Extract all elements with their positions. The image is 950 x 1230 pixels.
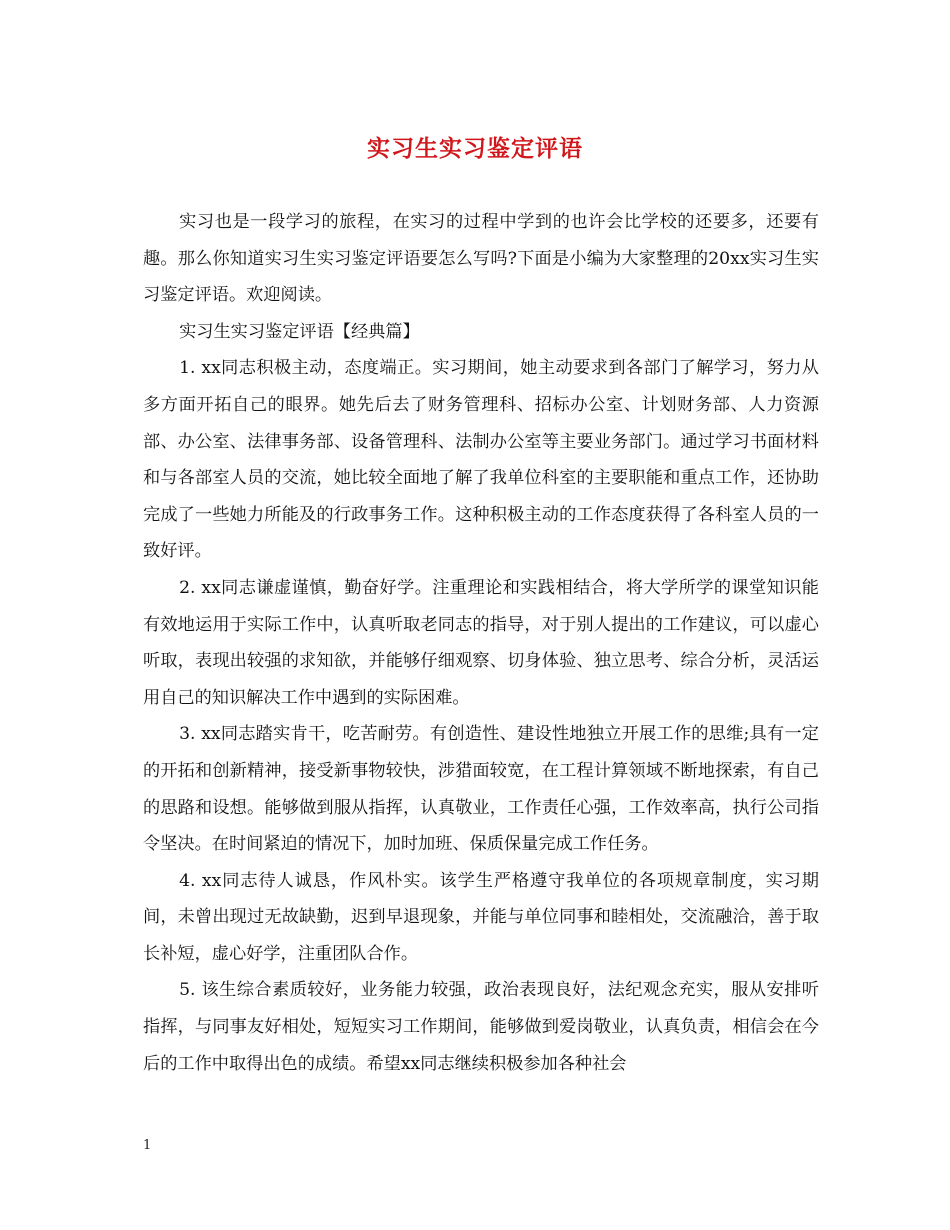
document-title: 实习生实习鉴定评语 bbox=[367, 135, 583, 162]
comment-paragraph-4: 4. xx同志待人诚恳，作风朴实。该学生严格遵守我单位的各项规章制度，实习期间，未曾出现过无故缺勤，迟到早退现象，并能与单位同事和睦相处，交流融洽，善于取长补短，虚心好学，注重团队合作。 bbox=[143, 870, 819, 964]
comment-paragraph-5: 5. 该生综合素质较好，业务能力较强，政治表现良好，法纪观念充实，服从安排听指挥，与同事友好相处，短短实习工作期间，能够做到爱岗敬业，认真负责，相信会在今后的工作中取得出色的成绩。希望xx同志继续积极参加各种社会 bbox=[143, 980, 819, 1074]
comment-paragraph-2: 2. xx同志谦虚谨慎，勤奋好学。注重理论和实践相结合，将大学所学的课堂知识能有效地运用于实际工作中，认真听取老同志的指导，对于别人提出的工作建议，可以虚心听取，表现出较强的求知欲，并能够仔细观察、切身体验、独立思考、综合分析，灵活运用自己的知识解决工作中遇到的实际困难。 bbox=[143, 577, 819, 708]
page-number: 1 bbox=[143, 1138, 152, 1153]
comment-paragraph-3: 3. xx同志踏实肯干，吃苦耐劳。有创造性、建设性地独立开展工作的思维;具有一定的开拓和创新精神，接受新事物较快，涉猎面较宽，在工程计算领域不断地探索，有自己的思路和设想。能够做到服从指挥，认真敬业，工作责任心强，工作效率高，执行公司指令坚决。在时间紧迫的情况下，加时加班、保质保量完成工作任务。 bbox=[143, 724, 819, 855]
document-body bbox=[143, 204, 819, 1082]
intro-paragraph: 实习也是一段学习的旅程，在实习的过程中学到的也许会比学校的还要多，还要有趣。那么你知道实习生实习鉴定评语要怎么写吗?下面是小编为大家整理的20xx实习生实习鉴定评语。欢迎阅读。 bbox=[143, 212, 819, 306]
comment-paragraph-1: 1. xx同志积极主动，态度端正。实习期间，她主动要求到各部门了解学习，努力从多方面开拓自己的眼界。她先后去了财务管理科、招标办公室、计划财务部、人力资源部、办公室、法律事务部、设备管理科、法制办公室等主要业务部门。通过学习书面材料和与各部室人员的交流，她比较全面地了解了我单位科室的主要职能和重点工作，还协助完成了一些她力所能及的行政事务工作。这种积极主动的工作态度获得了各科室人员的一致好评。 bbox=[143, 358, 819, 562]
section-heading: 实习生实习鉴定评语【经典篇】 bbox=[179, 321, 420, 342]
